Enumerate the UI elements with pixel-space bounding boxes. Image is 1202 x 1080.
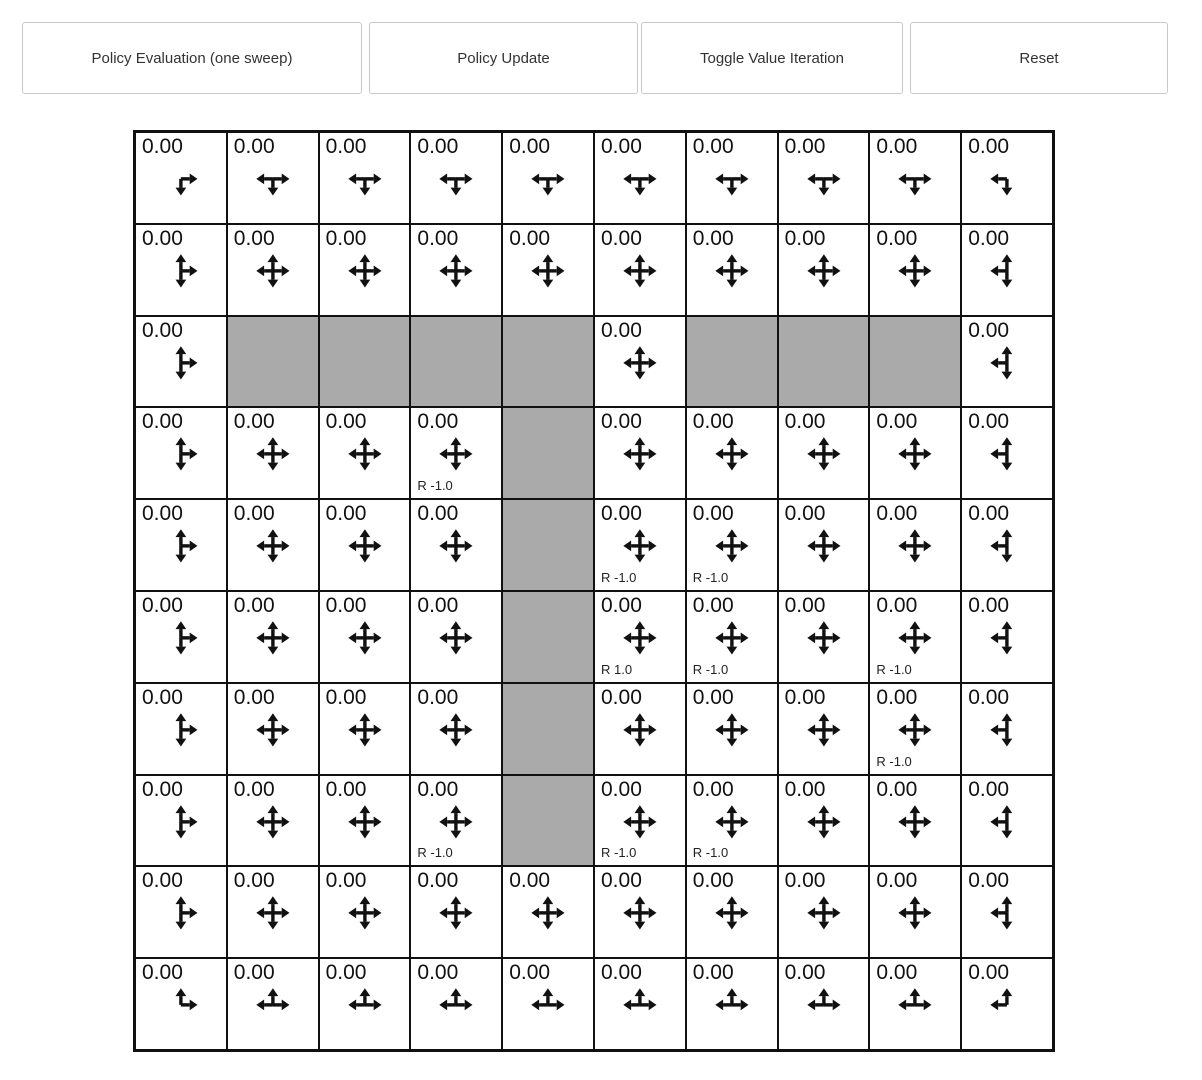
grid-cell[interactable] <box>869 775 961 867</box>
policy-arrows-icon <box>503 959 593 1049</box>
grid-cell[interactable] <box>869 866 961 958</box>
cell-value: 0.00 <box>417 502 459 526</box>
cell-value: 0.00 <box>692 869 734 893</box>
cell-value: 0.00 <box>509 961 551 985</box>
cell-value: 0.00 <box>417 685 459 709</box>
grid-cell[interactable] <box>135 224 227 316</box>
reset-button[interactable]: Reset <box>910 22 1168 94</box>
cell-value: 0.00 <box>325 777 367 801</box>
policy-arrows-icon <box>320 225 410 315</box>
cell-value: 0.00 <box>509 869 551 893</box>
cell-value: 0.00 <box>142 594 183 617</box>
policy-arrows-icon <box>779 592 869 682</box>
grid-cell[interactable] <box>135 866 227 958</box>
reward-label: R -1.0 <box>876 661 912 677</box>
grid-cell[interactable] <box>227 499 319 591</box>
grid-cell[interactable] <box>869 132 961 224</box>
policy-arrows-icon <box>962 776 1052 866</box>
wall-cell[interactable] <box>686 316 778 408</box>
policy-arrows-icon <box>962 408 1052 498</box>
cell-value: 0.00 <box>325 502 367 526</box>
grid-cell[interactable] <box>594 407 686 499</box>
cell-value: 0.00 <box>417 226 459 250</box>
cell-value: 0.00 <box>968 594 1010 617</box>
grid-cell[interactable] <box>502 866 594 958</box>
policy-arrows-icon <box>870 867 960 957</box>
cell-value: 0.00 <box>968 410 1010 434</box>
grid-cell[interactable] <box>686 407 778 499</box>
grid-cell[interactable] <box>961 499 1053 591</box>
wall-cell[interactable] <box>778 316 870 408</box>
grid-cell[interactable] <box>961 866 1053 958</box>
reward-label: R -1.0 <box>692 845 729 861</box>
policy-arrows-icon <box>779 867 869 957</box>
grid-cell[interactable] <box>410 132 502 224</box>
cell-value: 0.00 <box>692 502 734 526</box>
policy-arrows-icon <box>320 684 410 774</box>
wall-cell[interactable] <box>227 316 319 408</box>
policy-arrows-icon <box>779 684 869 774</box>
cell-value: 0.00 <box>876 961 918 985</box>
cell-value: 0.00 <box>876 685 918 709</box>
grid-cell[interactable] <box>686 224 778 316</box>
policy-arrows-icon <box>870 225 960 315</box>
grid-cell[interactable] <box>686 499 778 591</box>
grid-cell[interactable] <box>135 132 227 224</box>
grid-cell[interactable] <box>961 316 1053 408</box>
policy-arrows-icon <box>503 225 593 315</box>
grid-cell[interactable] <box>869 224 961 316</box>
cell-value: 0.00 <box>233 777 275 801</box>
policy-arrows-icon <box>136 776 226 866</box>
toggle-value-iteration-button[interactable]: Toggle Value Iteration <box>641 22 903 94</box>
reward-label: R -1.0 <box>692 661 729 677</box>
policy-arrows-icon <box>962 317 1052 407</box>
grid-cell[interactable] <box>778 866 870 958</box>
grid-cell[interactable] <box>594 958 686 1050</box>
wall-cell[interactable] <box>502 591 594 683</box>
grid-cell[interactable] <box>778 407 870 499</box>
grid-cell[interactable] <box>135 499 227 591</box>
grid-cell[interactable] <box>319 407 411 499</box>
policy-arrows-icon <box>962 867 1052 957</box>
grid-cell[interactable] <box>319 775 411 867</box>
grid-cell[interactable] <box>410 958 502 1050</box>
cell-value: 0.00 <box>876 777 918 801</box>
grid-cell[interactable] <box>778 224 870 316</box>
grid-cell[interactable] <box>319 499 411 591</box>
policy-arrows-icon <box>870 133 960 223</box>
grid-cell[interactable] <box>594 683 686 775</box>
policy-arrows-icon <box>779 133 869 223</box>
grid-cell[interactable] <box>869 958 961 1050</box>
policy-arrows-icon <box>687 867 777 957</box>
cell-value: 0.00 <box>784 502 826 526</box>
reward-label: R -1.0 <box>601 845 637 861</box>
policy-arrows-icon <box>411 500 501 590</box>
cell-value: 0.00 <box>417 410 459 434</box>
grid-cell[interactable] <box>135 775 227 867</box>
grid-cell[interactable] <box>227 224 319 316</box>
grid-cell[interactable] <box>227 866 319 958</box>
policy-arrows-icon <box>687 684 777 774</box>
grid-cell[interactable] <box>135 683 227 775</box>
policy-arrows-icon <box>870 959 960 1049</box>
policy-arrows-icon <box>779 959 869 1049</box>
cell-value: 0.00 <box>233 135 275 158</box>
policy-arrows-icon <box>320 776 410 866</box>
cell-value: 0.00 <box>417 135 459 158</box>
cell-value: 0.00 <box>142 318 183 342</box>
grid-cell[interactable] <box>778 499 870 591</box>
policy-arrows-icon <box>779 500 869 590</box>
cell-value: 0.00 <box>601 502 642 526</box>
grid-cell[interactable] <box>319 224 411 316</box>
cell-value: 0.00 <box>233 594 275 617</box>
policy-arrows-icon <box>228 225 318 315</box>
cell-value: 0.00 <box>876 869 918 893</box>
cell-value: 0.00 <box>417 777 459 801</box>
grid-cell[interactable] <box>961 958 1053 1050</box>
grid-cell[interactable] <box>502 132 594 224</box>
grid-cell[interactable] <box>594 499 686 591</box>
grid-cell[interactable] <box>869 407 961 499</box>
cell-value: 0.00 <box>784 777 826 801</box>
grid-cell[interactable] <box>410 407 502 499</box>
policy-arrows-icon <box>870 408 960 498</box>
policy-arrows-icon <box>411 867 501 957</box>
cell-value: 0.00 <box>876 502 918 526</box>
grid-cell[interactable] <box>319 591 411 683</box>
grid-cell[interactable] <box>227 775 319 867</box>
grid-cell[interactable] <box>961 591 1053 683</box>
policy-arrows-icon <box>962 684 1052 774</box>
wall-cell[interactable] <box>502 775 594 867</box>
cell-value: 0.00 <box>601 594 642 617</box>
cell-value: 0.00 <box>601 961 642 985</box>
grid-cell[interactable] <box>686 958 778 1050</box>
policy-arrows-icon <box>779 225 869 315</box>
cell-value: 0.00 <box>601 869 642 893</box>
cell-value: 0.00 <box>968 502 1010 526</box>
cell-value: 0.00 <box>876 410 918 434</box>
cell-value: 0.00 <box>325 594 367 617</box>
cell-value: 0.00 <box>142 502 183 526</box>
wall-cell[interactable] <box>869 316 961 408</box>
cell-value: 0.00 <box>601 777 642 801</box>
grid-cell[interactable] <box>961 775 1053 867</box>
cell-value: 0.00 <box>325 135 367 158</box>
wall-cell[interactable] <box>410 316 502 408</box>
cell-value: 0.00 <box>233 869 275 893</box>
grid-cell[interactable] <box>410 499 502 591</box>
cell-value: 0.00 <box>784 869 826 893</box>
grid-cell[interactable] <box>778 132 870 224</box>
policy-arrows-icon <box>320 500 410 590</box>
grid-cell[interactable] <box>686 132 778 224</box>
policy-arrows-icon <box>228 684 318 774</box>
reward-label: R -1.0 <box>417 845 453 861</box>
policy-arrows-icon <box>411 684 501 774</box>
cell-value: 0.00 <box>233 410 275 434</box>
policy-arrows-icon <box>136 684 226 774</box>
grid-cell[interactable] <box>778 775 870 867</box>
wall-cell[interactable] <box>502 499 594 591</box>
wall-cell[interactable] <box>502 407 594 499</box>
policy-arrows-icon <box>411 959 501 1049</box>
cell-value: 0.00 <box>601 135 642 158</box>
reward-label: R -1.0 <box>601 570 637 585</box>
grid-cell[interactable] <box>410 591 502 683</box>
cell-value: 0.00 <box>233 961 275 985</box>
cell-value: 0.00 <box>876 135 918 158</box>
cell-value: 0.00 <box>784 226 826 250</box>
cell-value: 0.00 <box>233 226 275 250</box>
grid-cell[interactable] <box>594 132 686 224</box>
cell-value: 0.00 <box>601 410 642 434</box>
policy-arrows-icon <box>136 133 226 223</box>
policy-evaluation-button[interactable]: Policy Evaluation (one sweep) <box>22 22 362 94</box>
policy-arrows-icon <box>228 867 318 957</box>
cell-value: 0.00 <box>876 594 918 617</box>
cell-value: 0.00 <box>968 685 1010 709</box>
policy-arrows-icon <box>320 133 410 223</box>
policy-arrows-icon <box>320 592 410 682</box>
grid-cell[interactable] <box>227 132 319 224</box>
policy-arrows-icon <box>320 867 410 957</box>
cell-value: 0.00 <box>142 685 183 709</box>
policy-arrows-icon <box>136 867 226 957</box>
grid-cell[interactable] <box>778 591 870 683</box>
cell-value: 0.00 <box>692 961 734 985</box>
grid-cell[interactable] <box>227 591 319 683</box>
reward-label: R -1.0 <box>876 753 912 769</box>
cell-value: 0.00 <box>325 961 367 985</box>
wall-cell[interactable] <box>319 316 411 408</box>
wall-cell[interactable] <box>502 316 594 408</box>
cell-value: 0.00 <box>509 226 551 250</box>
policy-arrows-icon <box>411 592 501 682</box>
cell-value: 0.00 <box>142 777 183 801</box>
cell-value: 0.00 <box>509 135 551 158</box>
cell-value: 0.00 <box>968 226 1010 250</box>
policy-update-button[interactable]: Policy Update <box>369 22 638 94</box>
grid-cell[interactable] <box>869 591 961 683</box>
policy-arrows-icon <box>962 959 1052 1049</box>
grid-cell[interactable] <box>410 683 502 775</box>
cell-value: 0.00 <box>968 777 1010 801</box>
policy-arrows-icon <box>228 592 318 682</box>
cell-value: 0.00 <box>325 685 367 709</box>
policy-arrows-icon <box>228 776 318 866</box>
cell-value: 0.00 <box>968 869 1010 893</box>
policy-arrows-icon <box>687 959 777 1049</box>
grid-cell[interactable] <box>686 683 778 775</box>
cell-value: 0.00 <box>142 961 183 985</box>
policy-arrows-icon <box>320 408 410 498</box>
grid-cell[interactable] <box>594 591 686 683</box>
cell-value: 0.00 <box>692 777 734 801</box>
grid-cell[interactable] <box>502 224 594 316</box>
policy-arrows-icon <box>228 133 318 223</box>
cell-value: 0.00 <box>968 318 1010 342</box>
grid-cell[interactable] <box>227 407 319 499</box>
policy-arrows-icon <box>503 867 593 957</box>
policy-arrows-icon <box>687 408 777 498</box>
grid-cell[interactable] <box>686 591 778 683</box>
grid-cell[interactable] <box>135 407 227 499</box>
policy-arrows-icon <box>595 684 685 774</box>
cell-value: 0.00 <box>142 410 183 434</box>
wall-cell[interactable] <box>502 683 594 775</box>
cell-value: 0.00 <box>601 318 642 342</box>
cell-value: 0.00 <box>142 135 183 158</box>
policy-arrows-icon <box>687 225 777 315</box>
grid-cell[interactable] <box>594 316 686 408</box>
grid-cell[interactable] <box>410 775 502 867</box>
cell-value: 0.00 <box>692 594 734 617</box>
policy-arrows-icon <box>136 317 226 407</box>
grid-cell[interactable] <box>502 958 594 1050</box>
grid-cell[interactable] <box>319 683 411 775</box>
grid-cell[interactable] <box>961 224 1053 316</box>
policy-arrows-icon <box>962 225 1052 315</box>
cell-value: 0.00 <box>233 502 275 526</box>
grid-cell[interactable] <box>869 683 961 775</box>
cell-value: 0.00 <box>784 135 826 158</box>
grid-cell[interactable] <box>594 224 686 316</box>
policy-arrows-icon <box>687 133 777 223</box>
grid-cell[interactable] <box>135 591 227 683</box>
grid-cell[interactable] <box>227 958 319 1050</box>
grid-cell[interactable] <box>686 775 778 867</box>
cell-value: 0.00 <box>968 961 1010 985</box>
grid-cell[interactable] <box>410 866 502 958</box>
grid-cell[interactable] <box>686 866 778 958</box>
grid-cell[interactable] <box>961 407 1053 499</box>
policy-arrows-icon <box>411 225 501 315</box>
policy-arrows-icon <box>411 133 501 223</box>
policy-arrows-icon <box>320 959 410 1049</box>
reward-label: R 1.0 <box>601 661 633 677</box>
grid-cell[interactable] <box>961 683 1053 775</box>
policy-arrows-icon <box>870 500 960 590</box>
grid-cell[interactable] <box>961 132 1053 224</box>
grid-cell[interactable] <box>869 499 961 591</box>
grid-cell[interactable] <box>135 958 227 1050</box>
cell-value: 0.00 <box>692 685 734 709</box>
grid-cell[interactable] <box>778 683 870 775</box>
gridworld <box>133 130 1055 1052</box>
grid-cell[interactable] <box>594 866 686 958</box>
policy-arrows-icon <box>595 959 685 1049</box>
cell-value: 0.00 <box>142 226 183 250</box>
cell-value: 0.00 <box>142 869 183 893</box>
cell-value: 0.00 <box>968 135 1010 158</box>
policy-arrows-icon <box>595 867 685 957</box>
cell-value: 0.00 <box>233 685 275 709</box>
policy-arrows-icon <box>962 500 1052 590</box>
policy-arrows-icon <box>779 776 869 866</box>
cell-value: 0.00 <box>784 594 826 617</box>
policy-arrows-icon <box>595 317 685 407</box>
cell-value: 0.00 <box>325 226 367 250</box>
policy-arrows-icon <box>595 225 685 315</box>
policy-arrows-icon <box>595 408 685 498</box>
policy-arrows-icon <box>870 776 960 866</box>
policy-arrows-icon <box>228 408 318 498</box>
policy-arrows-icon <box>503 133 593 223</box>
cell-value: 0.00 <box>601 685 642 709</box>
grid-cell[interactable] <box>319 958 411 1050</box>
policy-arrows-icon <box>962 133 1052 223</box>
grid-cell[interactable] <box>319 132 411 224</box>
grid-cell[interactable] <box>594 775 686 867</box>
policy-arrows-icon <box>962 592 1052 682</box>
policy-arrows-icon <box>595 133 685 223</box>
policy-arrows-icon <box>136 500 226 590</box>
cell-value: 0.00 <box>784 410 826 434</box>
cell-value: 0.00 <box>417 869 459 893</box>
cell-value: 0.00 <box>417 961 459 985</box>
policy-arrows-icon <box>136 592 226 682</box>
policy-arrows-icon <box>136 959 226 1049</box>
cell-value: 0.00 <box>784 961 826 985</box>
cell-value: 0.00 <box>325 869 367 893</box>
policy-arrows-icon <box>228 500 318 590</box>
policy-arrows-icon <box>136 408 226 498</box>
policy-arrows-icon <box>779 408 869 498</box>
grid-cell[interactable] <box>410 224 502 316</box>
grid-cell[interactable] <box>135 316 227 408</box>
cell-value: 0.00 <box>692 226 734 250</box>
grid-cell[interactable] <box>778 958 870 1050</box>
reward-label: R -1.0 <box>417 478 453 494</box>
reward-label: R -1.0 <box>692 570 729 585</box>
cell-value: 0.00 <box>417 594 459 617</box>
cell-value: 0.00 <box>692 135 734 158</box>
cell-value: 0.00 <box>692 410 734 434</box>
grid-cell[interactable] <box>319 866 411 958</box>
policy-arrows-icon <box>228 959 318 1049</box>
cell-value: 0.00 <box>325 410 367 434</box>
policy-arrows-icon <box>136 225 226 315</box>
cell-value: 0.00 <box>601 226 642 250</box>
cell-value: 0.00 <box>784 685 826 709</box>
cell-value: 0.00 <box>876 226 918 250</box>
grid-cell[interactable] <box>227 683 319 775</box>
